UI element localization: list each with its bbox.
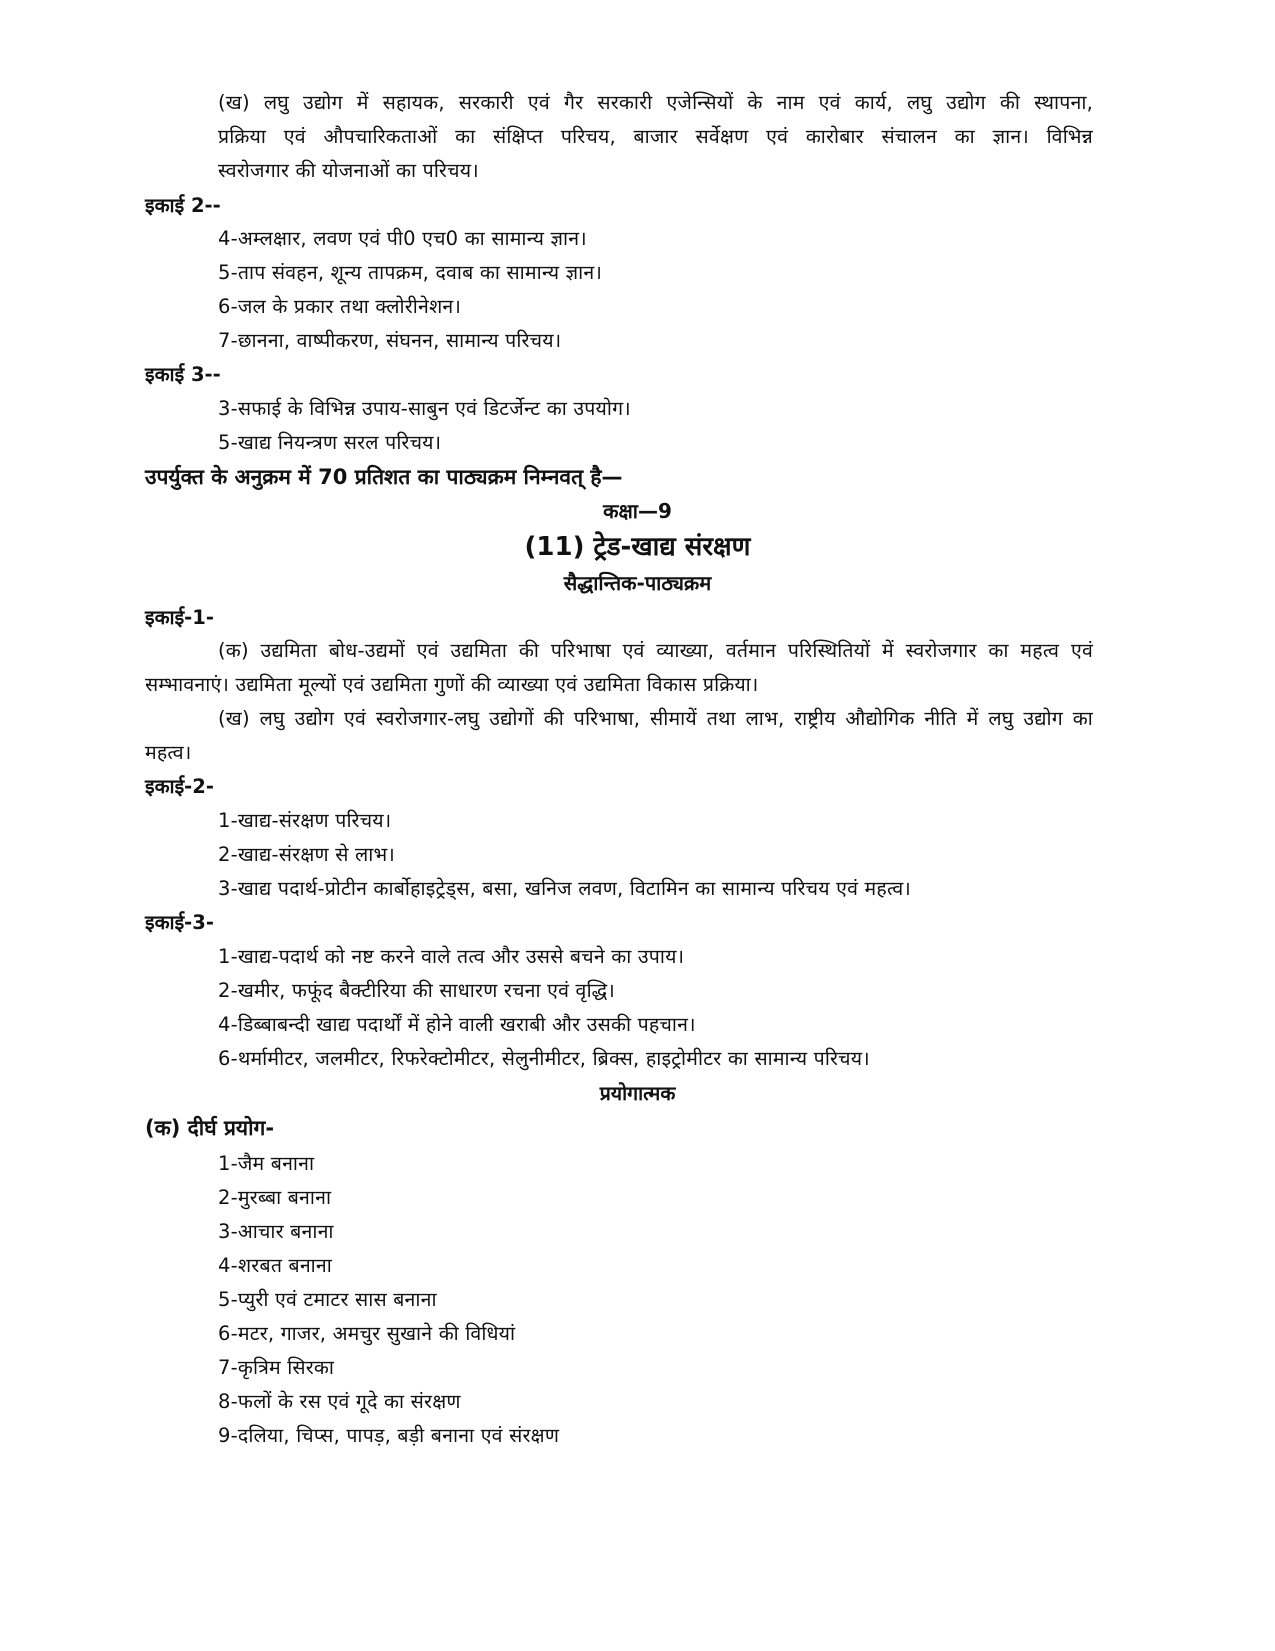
unit-2-item: 1-खाद्य-संरक्षण परिचय। [218, 809, 392, 832]
unit-3-old-item: 5-खाद्य नियन्त्रण सरल परिचय। [218, 431, 442, 454]
experiment-item: 5-प्युरी एवं टमाटर सास बनाना [218, 1288, 437, 1311]
unit-2-old-item: 7-छानना, वाष्पीकरण, संघनन, सामान्य परिचय। [218, 329, 562, 352]
experiment-item: 8-फलों के रस एवं गूदे का संरक्षण [218, 1390, 461, 1413]
experiment-item: 1-जैम बनाना [218, 1152, 315, 1175]
unit-1-kha-line-1: (ख) लघु उद्योग एवं स्वरोजगार-लघु उद्योगों की परिभाषा, सीमायें तथा लाभ, राष्ट्रीय औद्योगिक नीति में लघु उद्योग का [218, 707, 1093, 730]
class-label: कक्षा—9 [603, 499, 672, 523]
trade-title: (11) ट्रेड-खाद्य संरक्षण [524, 532, 751, 562]
unit-2-item: 3-खाद्य पदार्थ-प्रोटीन कार्बोहाइट्रेड्स, बसा, खनिज लवण, विटामिन का सामान्य परिचय एवं महत्व। [218, 877, 911, 900]
unit-2-old-item: 4-अम्लक्षार, लवण एवं पी0 एच0 का सामान्य ज्ञान। [218, 227, 587, 250]
unit-2-old-item: 6-जल के प्रकार तथा क्लोरीनेशन। [218, 295, 462, 318]
syllabus-statement: उपर्युक्त के अनुक्रम में 70 प्रतिशत का पाठ्यक्रम निम्नवत् है— [145, 465, 623, 489]
unit-2-old-item: 5-ताप संवहन, शून्य तापक्रम, दवाब का सामान्य ज्ञान। [218, 261, 603, 284]
unit-1-ka-line-1: (क) उद्यमिता बोध-उद्यमों एवं उद्यमिता की परिभाषा एवं व्याख्या, वर्तमान परिस्थितियों में स्वरोजगार का महत्व एवं [218, 639, 1093, 662]
unit-3-item: 1-खाद्य-पदार्थ को नष्ट करने वाले तत्व और उससे बचने का उपाय। [218, 945, 685, 968]
experiment-item: 9-दलिया, चिप्स, पापड़, बड़ी बनाना एवं संरक्षण [218, 1424, 560, 1447]
unit-2-old-heading: इकाई 2-- [145, 194, 221, 217]
experiment-item: 2-मुरब्बा बनाना [218, 1186, 332, 1209]
unit-1-heading: इकाई-1- [145, 606, 214, 629]
unit-3-old-heading: इकाई 3-- [145, 363, 221, 386]
unit-3-item: 4-डिब्बाबन्दी खाद्य पदार्थों में होने वाली खराबी और उसकी पहचान। [218, 1013, 696, 1036]
unit-3-item: 6-थर्मामीटर, जलमीटर, रिफरेक्टोमीटर, सेलुनीमीटर, ब्रिक्स, हाइट्रोमीटर का सामान्य परिचय। [218, 1047, 870, 1070]
intro-kha-line-3: स्वरोजगार की योजनाओं का परिचय। [218, 159, 479, 182]
intro-kha-line-1: (ख) लघु उद्योग में सहायक, सरकारी एवं गैर सरकारी एजेन्सियों के नाम एवं कार्य, लघु उद्योग की स्थापना, [218, 91, 1093, 114]
theory-title: सैद्धान्तिक-पाठ्यक्रम [563, 571, 712, 595]
unit-3-heading: इकाई-3- [145, 911, 214, 934]
long-experiments-heading: (क) दीर्घ प्रयोग- [145, 1116, 275, 1140]
unit-2-heading: इकाई-2- [145, 775, 214, 798]
experiment-item: 4-शरबत बनाना [218, 1254, 333, 1277]
experiment-item: 6-मटर, गाजर, अमचुर सुखाने की विधियां [218, 1322, 516, 1345]
experiment-item: 7-कृत्रिम सिरका [218, 1356, 335, 1379]
practical-title: प्रयोगात्मक [599, 1082, 676, 1105]
unit-2-item: 2-खाद्य-संरक्षण से लाभ। [218, 843, 395, 866]
unit-1-ka-line-2: सम्भावनाएं। उद्यमिता मूल्यों एवं उद्यमिता गुणों की व्याख्या एवं उद्यमिता विकास प्रक्रिया। [145, 673, 759, 696]
unit-3-item: 2-खमीर, फफूंद बैक्टीरिया की साधारण रचना एवं वृद्धि। [218, 979, 616, 1002]
unit-3-old-item: 3-सफाई के विभिन्न उपाय-साबुन एवं डिटर्जेन्ट का उपयोग। [218, 397, 631, 420]
experiment-item: 3-आचार बनाना [218, 1220, 334, 1243]
intro-kha-line-2: प्रक्रिया एवं औपचारिकताओं का संक्षिप्त परिचय, बाजार सर्वेक्षण एवं कारोबार संचालन का ज्ञान। विभिन्न [218, 125, 1093, 148]
unit-1-kha-line-2: महत्व। [145, 741, 192, 764]
